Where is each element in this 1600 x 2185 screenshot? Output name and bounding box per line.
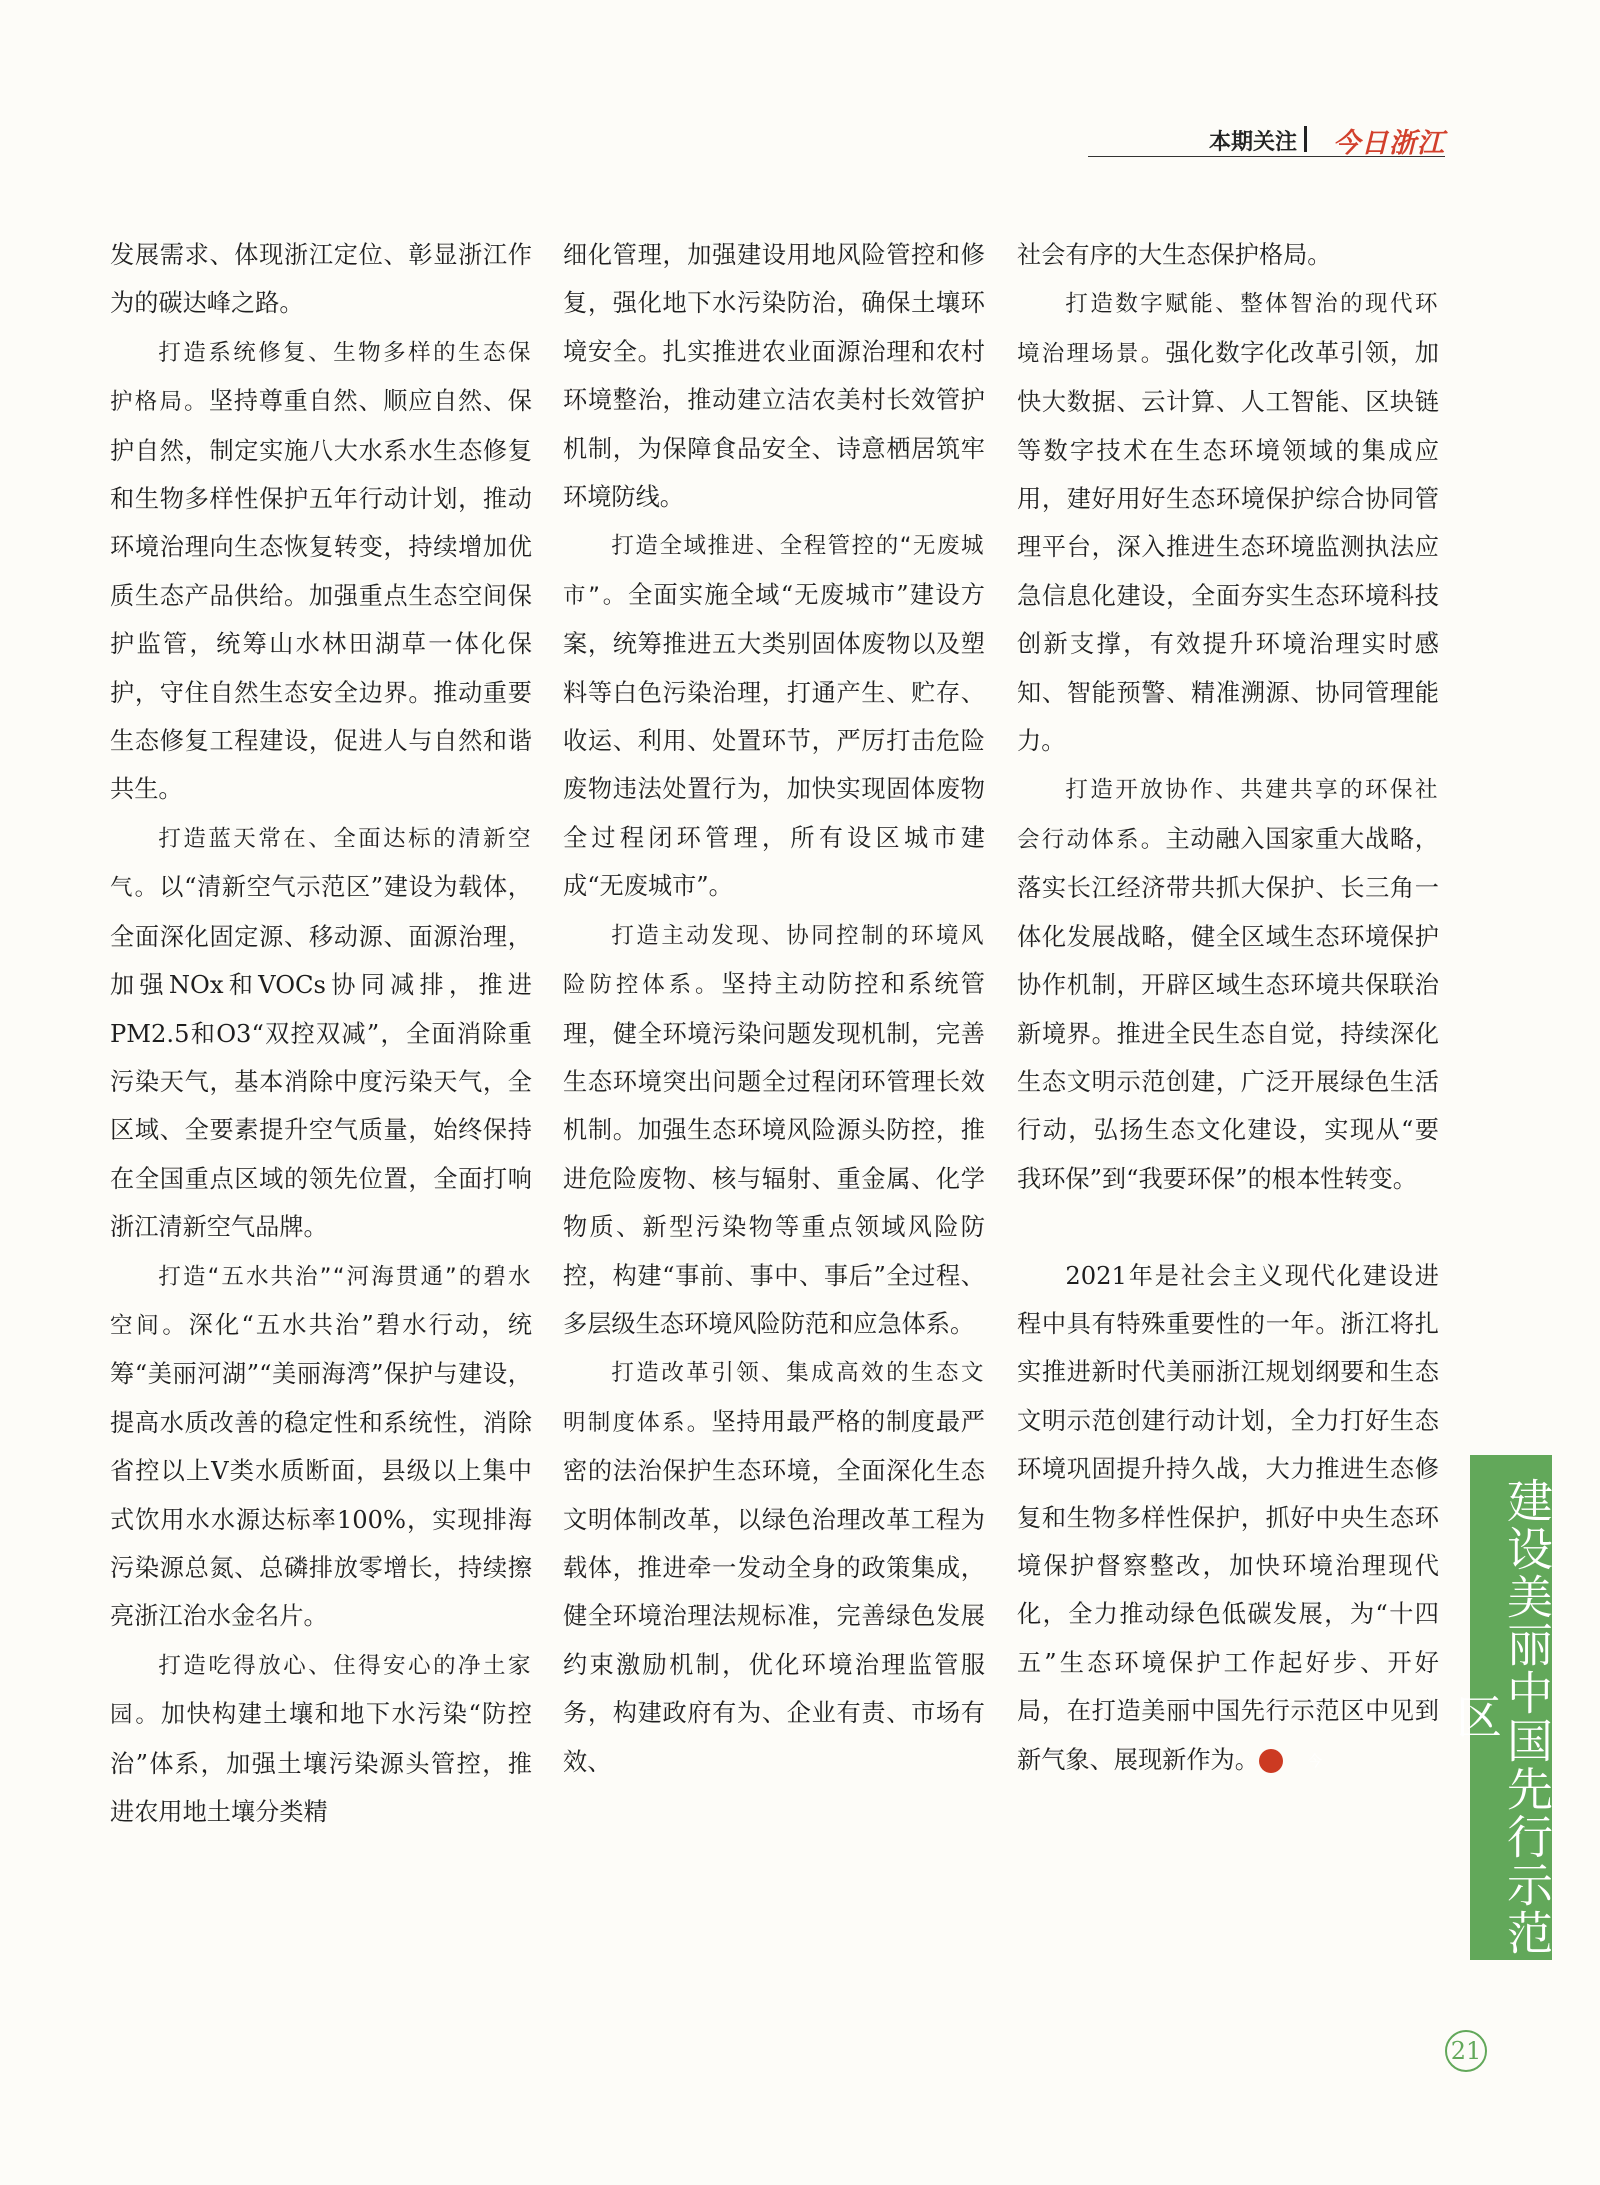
paragraph-body: 2021年是社会主义现代化建设进程中具有特殊重要性的一年。浙江将扎实推进新时代美丽浙江规划纲要和生态文明示范创建行动计划，全力打好生态环境巩固提升持久战，大力推进生态修复和生物多样性保护，抓好中央生态环境保护督察整改，加快环境治理现代化，全力推动绿色低碳发展，为“十四五”生态环境保护工作起好步、开好局，在打造美丽中国先行示范区中见到新气象、展现新作为。 xyxy=(1017,1261,1439,1774)
paragraph-lead: 打造“五水共治”“河海贯通”的碧水空间。 xyxy=(110,1263,532,1339)
paragraph-lead: 打造开放协作、共建共享的环保社会行动体系。 xyxy=(1017,777,1439,853)
header-divider xyxy=(1304,126,1307,152)
paragraph: 细化管理，加强建设用地风险管控和修复，强化地下水污染防治，确保土壤环境安全。扎实推进农业面源治理和农村环境整治，推动建立洁农美村长效管护机制，为保障食品安全、诗意栖居筑牢环境防线。 xyxy=(563,241,985,512)
text-column-1 xyxy=(110,231,532,1836)
paragraph-lead: 打造改革引领、集成高效的生态文明制度体系。 xyxy=(563,1360,985,1436)
paragraph xyxy=(110,1252,532,1641)
paragraph-body: 坚持主动防控和系统管理，健全环境污染问题发现机制，完善生态环境突出问题全过程闭环管理长效机制。加强生态环境风险源头防控，推进危险废物、核与辐射、重金属、化学物质、新型污染物等重点领域风险防控，构建“事前、事中、事后”全过程、多层级生态环境风险防范和应急体系。 xyxy=(563,970,985,1338)
paragraph: 发展需求、体现浙江定位、彰显浙江作为的碳达峰之路。 xyxy=(110,241,532,318)
closing-paragraph xyxy=(1017,1252,1439,1784)
paragraph-lead: 打造全域推进、全程管控的“无废城市”。 xyxy=(563,533,985,609)
paragraph-lead: 打造吃得放心、住得安心的净土家园。 xyxy=(110,1652,532,1729)
paragraph xyxy=(563,521,985,910)
paragraph-body: 主动融入国家重大战略，落实长江经济带共抓大保护、长三角一体化发展战略，健全区域生态环境保护协作机制，开辟区域生态环境共保联治新境界。推进全民生态自觉，持续深化生态文明示范创建，广泛开展绿色生活行动，弘扬生态文化建设，实现从“要我环保”到“我要环保”的根本性转变。 xyxy=(1017,824,1439,1193)
end-mark-icon: 今 xyxy=(1259,1749,1283,1773)
paragraph-body: 坚持尊重自然、顺应自然、保护自然，制定实施八大水系水生态修复和生物多样性保护五年行动计划，推动环境治理向生态恢复转变，持续增加优质生态产品供给。加强重点生态空间保护监管，统筹山水林田湖草一体化保护，守住自然生态安全边界。推动重要生态修复工程建设，促进人与自然和谐共生。 xyxy=(110,387,532,804)
paragraph-body: 加快构建土壤和地下水污染“防控治”体系，加强土壤污染源头管控，推进农用地土壤分类精 xyxy=(110,1700,532,1826)
magazine-logo: 今日浙江 xyxy=(1333,128,1445,159)
paragraph-lead: 打造数字赋能、整体智治的现代环境治理场景。 xyxy=(1017,291,1439,367)
section-label: 本期关注 xyxy=(1208,130,1297,155)
paragraph-body: 以“清新空气示范区”建设为载体，全面深化固定源、移动源、面源治理，加强NOx和VOCs协同减排，推进PM2.5和O3“双控双减”，全面消除重污染天气，基本消除中度污染天气，全区域、全要素提升空气质量，始终保持在全国重点区域的领先位置，全面打响浙江清新空气品牌。 xyxy=(110,873,532,1242)
paragraph-lead: 打造主动发现、协同控制的环境风险防控体系。 xyxy=(563,922,985,999)
header-rule xyxy=(1088,156,1445,157)
paragraph xyxy=(110,1641,532,1837)
page-header xyxy=(1088,123,1445,157)
paragraph-body: 全面实施全域“无废城市”建设方案，统筹推进五大类别固体废物以及塑料等白色污染治理，打通产生、贮存、收运、利用、处置环节，严厉打击危险废物违法处置行为，加快实现固体废物全过程闭环管理，所有设区城市建成“无废城市”。 xyxy=(563,580,985,901)
paragraph-body: 坚持用最严格的制度最严密的法治保护生态环境，全面深化生态文明体制改革，以绿色治理改革工程为载体，推进牵一发动全身的政策集成，健全环境治理法规标准，完善绿色发展约束激励机制，优化环境治理监管服务，构建政府有为、企业有责、市场有效、 xyxy=(563,1407,985,1776)
paragraph-lead: 打造蓝天常在、全面达标的清新空气。 xyxy=(110,825,532,902)
page-number: 21 xyxy=(1445,2030,1487,2072)
paragraph-body: 强化数字化改革引领，加快大数据、云计算、人工智能、区块链等数字技术在生态环境领域的集成应用，建好用好生态环境保护综合协同管理平台，深入推进生态环境监测执法应急信息化建设，全面夯实生态环境科技创新支撑，有效提升环境治理实时感知、智能预警、精准溯源、协同管理能力。 xyxy=(1017,338,1439,756)
paragraph xyxy=(1017,765,1439,1203)
paragraph: 社会有序的大生态保护格局。 xyxy=(1017,241,1332,269)
paragraph xyxy=(110,328,532,814)
text-column-2 xyxy=(563,231,985,1786)
paragraph-lead: 打造系统修复、生物多样的生态保护格局。 xyxy=(110,339,532,416)
text-column-3 xyxy=(1017,231,1439,1784)
paragraph xyxy=(563,1348,985,1786)
paragraph xyxy=(1017,279,1439,765)
paragraph-body: 深化“五水共治”碧水行动，统筹“美丽河湖”“美丽海湾”保护与建设，提高水质改善的稳定性和系统性，消除省控以上Ⅴ类水质断面，县级以上集中式饮用水水源达标率100%，实现排海污染源总氮、总磷排放零增长，持续擦亮浙江治水金名片。 xyxy=(110,1310,532,1631)
section-side-tab: 建设美丽中国先行示范区 xyxy=(1470,1455,1552,1960)
paragraph xyxy=(563,911,985,1349)
paragraph xyxy=(110,814,532,1252)
